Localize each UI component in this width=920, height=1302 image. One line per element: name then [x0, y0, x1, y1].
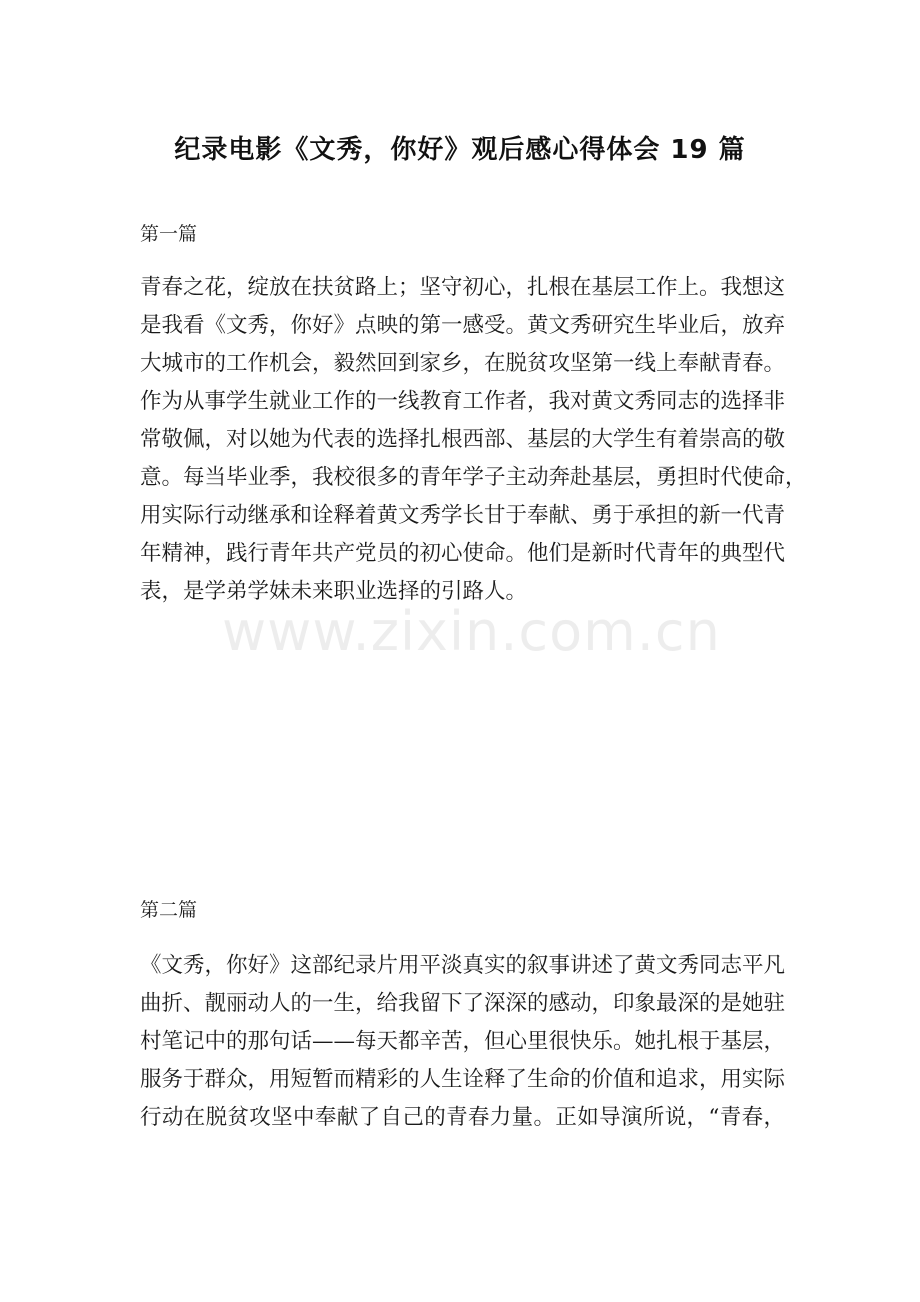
paragraph-line: 用实际行动继承和诠释着黄文秀学长甘于奉献、勇于承担的新一代青	[140, 503, 786, 528]
paragraph-line: 服务于群众，用短暂而精彩的人生诠释了生命的价值和追求，用实际	[140, 1067, 786, 1092]
section-paragraph	[140, 269, 807, 611]
paragraph-line: 村笔记中的那句话——每天都辛苦，但心里很快乐。她扎根于基层，	[140, 1029, 786, 1054]
section-1	[140, 220, 807, 611]
section-paragraph	[140, 947, 785, 1137]
paragraph-line: 青春之花，绽放在扶贫路上；坚守初心，扎根在基层工作上。我想这	[140, 275, 786, 300]
paragraph-line: 行动在脱贫攻坚中奉献了自己的青春力量。正如导演所说，“青春，	[140, 1105, 785, 1130]
document-title: 纪录电影《文秀，你好》观后感心得体会 19 篇	[174, 135, 746, 166]
paragraph-line: 作为从事学生就业工作的一线教育工作者，我对黄文秀同志的选择非	[140, 389, 786, 414]
paragraph-line: 表，是学弟学妹未来职业选择的引路人。	[140, 579, 528, 604]
watermark: www.zixin.com.cn	[222, 600, 721, 663]
paragraph-line: 意。每当毕业季，我校很多的青年学子主动奔赴基层，勇担时代使命，	[140, 465, 807, 490]
section-2	[140, 896, 785, 1137]
paragraph-line: 《文秀，你好》这部纪录片用平淡真实的叙事讲述了黄文秀同志平凡	[140, 953, 786, 978]
paragraph-line: 是我看《文秀，你好》点映的第一感受。黄文秀研究生毕业后，放弃	[140, 313, 786, 338]
paragraph-line: 曲折、靓丽动人的一生，给我留下了深深的感动，印象最深的是她驻	[140, 991, 786, 1016]
paragraph-line: 年精神，践行青年共产党员的初心使命。他们是新时代青年的典型代	[140, 541, 786, 566]
section-heading: 第二篇	[140, 899, 198, 921]
section-heading: 第一篇	[140, 223, 198, 245]
paragraph-line: 大城市的工作机会，毅然回到家乡，在脱贫攻坚第一线上奉献青春。	[140, 351, 786, 376]
paragraph-line: 常敬佩，对以她为代表的选择扎根西部、基层的大学生有着崇高的敬	[140, 427, 786, 452]
